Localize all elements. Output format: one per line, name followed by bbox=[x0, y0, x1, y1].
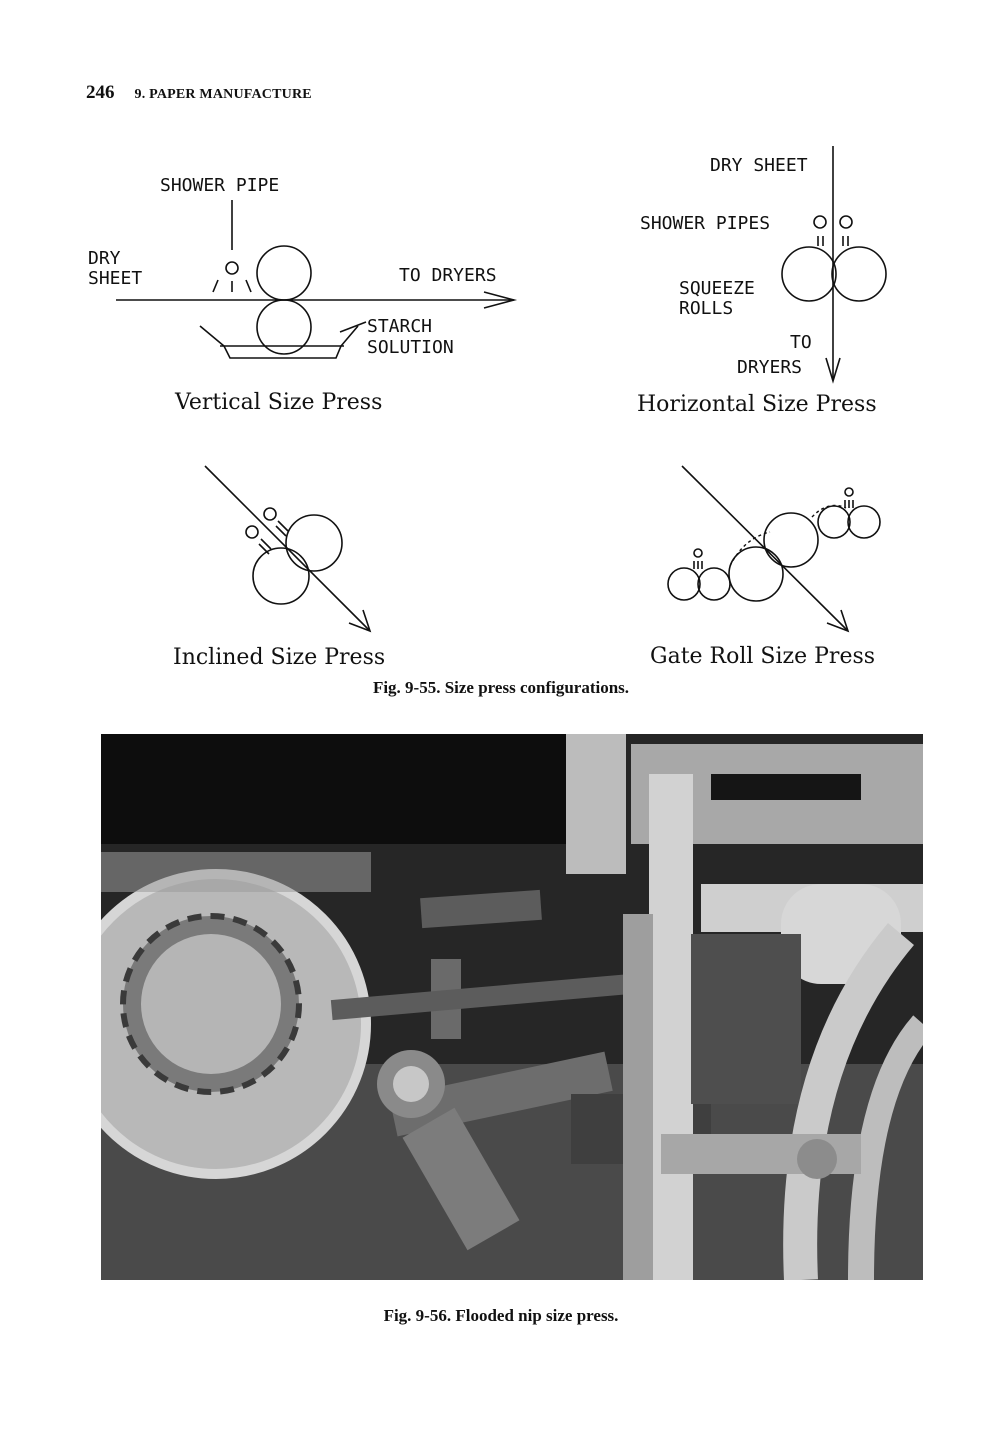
label-solution: SOLUTION bbox=[367, 337, 454, 358]
left-roll bbox=[782, 247, 836, 301]
label-shower-pipe: SHOWER PIPE bbox=[160, 175, 280, 196]
label-to: TO bbox=[790, 332, 812, 353]
label-dry: DRY bbox=[88, 248, 121, 269]
upper-roll bbox=[257, 246, 311, 300]
running-head: 9. PAPER MANUFACTURE bbox=[134, 87, 312, 102]
flooded-nip-photo bbox=[101, 734, 923, 1280]
horizontal-size-press-diagram bbox=[637, 146, 886, 417]
right-roll bbox=[832, 247, 886, 301]
caption-inclined: Inclined Size Press bbox=[173, 645, 386, 670]
label-sheet: SHEET bbox=[88, 268, 143, 289]
label-dry-sheet: DRY SHEET bbox=[710, 155, 808, 176]
page-number: 246 bbox=[86, 82, 115, 103]
gate-roll-size-press-diagram bbox=[650, 466, 880, 669]
caption-vertical: Vertical Size Press bbox=[175, 390, 383, 415]
figure-9-55-caption: Fig. 9-55. Size press configurations. bbox=[372, 678, 630, 697]
label-to-dryers: TO DRYERS bbox=[399, 265, 497, 286]
photo-illustration bbox=[101, 734, 923, 1280]
label-rolls: ROLLS bbox=[679, 298, 734, 319]
inclined-size-press-diagram bbox=[173, 466, 385, 670]
caption-gate-roll: Gate Roll Size Press bbox=[650, 644, 876, 669]
figure-9-56-caption: Fig. 9-56. Flooded nip size press. bbox=[383, 1306, 619, 1325]
label-squeeze: SQUEEZE bbox=[679, 278, 755, 299]
caption-horizontal: Horizontal Size Press bbox=[637, 392, 877, 417]
label-shower-pipes: SHOWER PIPES bbox=[640, 213, 771, 234]
vertical-size-press-diagram bbox=[88, 175, 514, 415]
label-starch: STARCH bbox=[367, 316, 433, 337]
label-dryers: DRYERS bbox=[737, 357, 803, 378]
